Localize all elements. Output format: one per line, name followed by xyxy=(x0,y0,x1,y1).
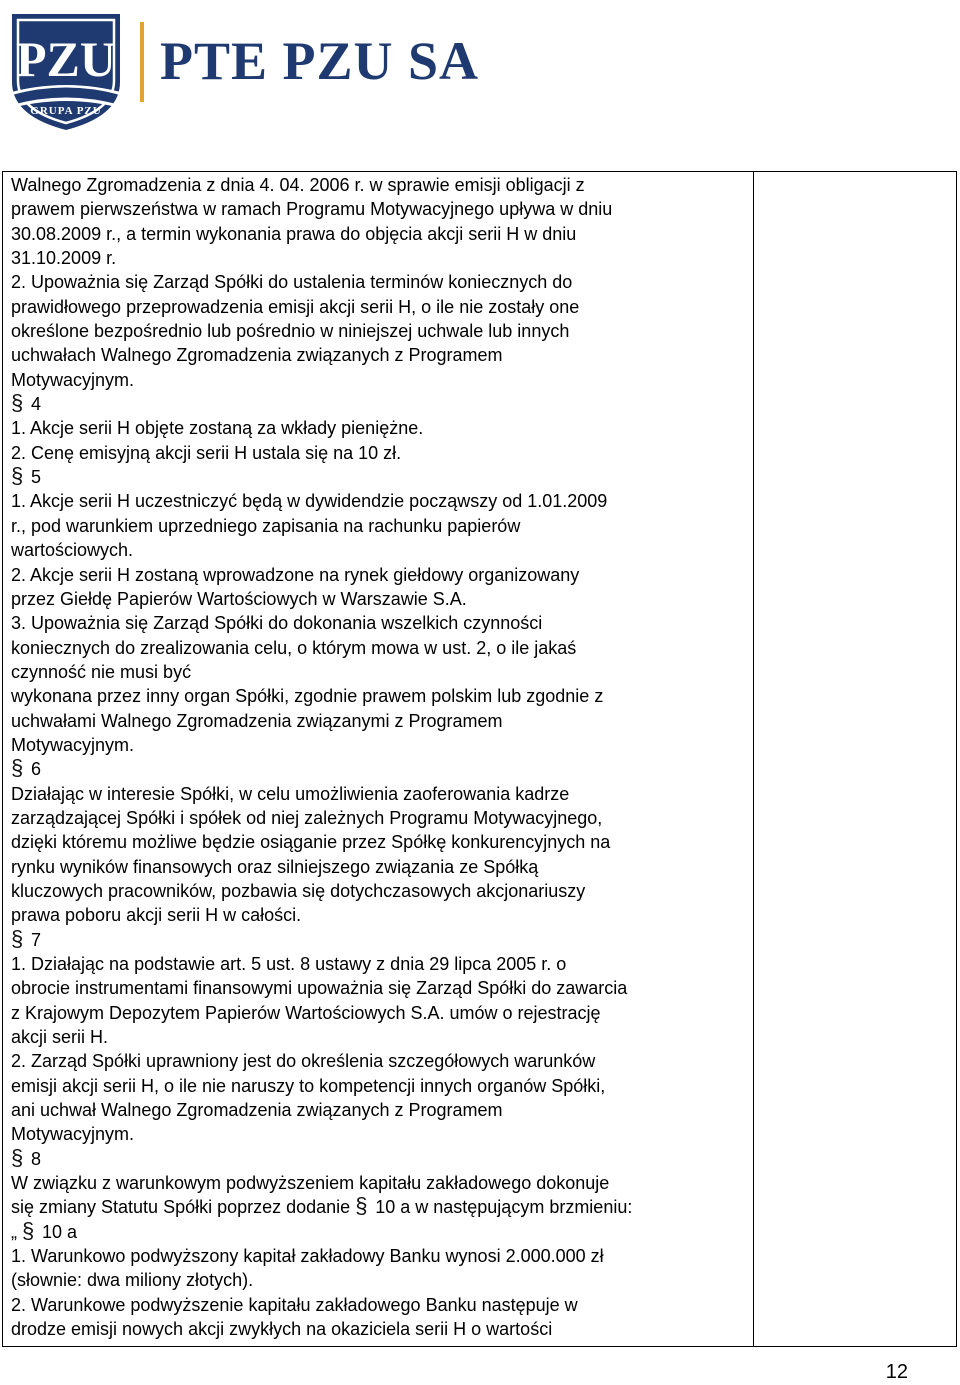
text-line: prawa poboru akcji serii H w całości. xyxy=(11,905,302,926)
content-table xyxy=(2,171,957,1347)
section-sign-icon xyxy=(11,394,27,412)
header-divider xyxy=(140,22,144,102)
table-column-divider xyxy=(753,172,754,1346)
text-line: wykonana przez inny organ Spółki, zgodnie prawem polskim lub zgodnie z xyxy=(11,686,604,707)
text-line: prawidłowego przeprowadzenia emisji akcji serii H, o ile nie zostały one xyxy=(11,296,580,317)
text-line: rynku wyników finansowych oraz silniejszego związania ze Spółką xyxy=(11,856,539,877)
svg-text:PZU: PZU xyxy=(16,31,116,87)
text-line: przez Giełdę Papierów Wartościowych w Warszawie S.A. xyxy=(11,588,467,609)
text-line: 1. Działając na podstawie art. 5 ust. 8 ustawy z dnia 29 lipca 2005 r. o xyxy=(11,954,567,974)
text-line xyxy=(11,1195,751,1219)
section-number: 5 xyxy=(31,467,42,488)
section-sign-icon xyxy=(355,1197,371,1215)
text-line: 1. Akcje serii H objęte zostaną za wkłady pieniężne. xyxy=(11,418,424,439)
text-line: czynność nie musi być xyxy=(11,661,192,682)
text-line: 30.08.2009 r., a termin wykonania prawa do objęcia akcji serii H w dniu xyxy=(11,223,577,244)
section-heading xyxy=(11,1220,751,1244)
text-line: akcji serii H. xyxy=(11,1027,109,1048)
svg-text:GRUPA PZU: GRUPA PZU xyxy=(30,105,102,117)
text-line: Motywacyjnym. xyxy=(11,369,135,390)
section-heading xyxy=(11,1147,751,1171)
section-sign-icon xyxy=(11,759,27,777)
text-line: 31.10.2009 r. xyxy=(11,248,117,269)
section-number: 8 xyxy=(31,1148,42,1169)
section-sign-icon xyxy=(11,467,27,485)
text-line: 1. Akcje serii H uczestniczyć będą w dywidendzie począwszy od 1.01.2009 xyxy=(11,491,608,512)
section-heading xyxy=(11,928,751,952)
text-line: uchwałami Walnego Zgromadzenia związanymi z Programem xyxy=(11,710,503,731)
text-line: 2. Zarząd Spółki uprawniony jest do określenia szczegółowych warunków xyxy=(11,1051,596,1072)
text-line: drodze emisji nowych akcji zwykłych na okaziciela serii H o wartości xyxy=(11,1319,553,1340)
text-line: W związku z warunkowym podwyższeniem kapitału zakładowego dokonuje xyxy=(11,1173,610,1194)
text-line: określone bezpośrednio lub pośrednio w niniejszej uchwale lub innych xyxy=(11,321,570,342)
opening-quote: „ xyxy=(11,1221,17,1242)
text-line: Działając w interesie Spółki, w celu umożliwienia zaoferowania kadrze xyxy=(11,783,570,804)
section-number: 7 xyxy=(31,929,42,950)
text-line: emisji akcji serii H, o ile nie naruszy to kompetencji innych organów Spółki, xyxy=(11,1075,606,1096)
text-line: 2. Warunkowe podwyższenie kapitału zakładowego Banku następuje w xyxy=(11,1294,578,1315)
section-sign-icon xyxy=(11,1149,27,1167)
text-line: kluczowych pracowników, pozbawia się dotychczasowych akcjonariuszy xyxy=(11,880,586,901)
section-heading xyxy=(11,465,751,489)
text-line: r., pod warunkiem uprzedniego zapisania na rachunku papierów xyxy=(11,515,521,536)
pzu-logo-icon xyxy=(4,4,128,132)
text-line: 3. Upoważnia się Zarząd Spółki do dokonania wszelkich czynności xyxy=(11,613,543,634)
section-heading xyxy=(11,757,751,781)
text-line: Motywacyjnym. xyxy=(11,734,135,755)
page-number: 12 xyxy=(885,1361,908,1383)
section-number: 4 xyxy=(31,394,42,415)
text-line: zarządzającej Spółki i spółek od niej zależnych Programu Motywacyjnego, xyxy=(11,807,603,828)
section-sign-icon xyxy=(22,1222,38,1240)
text-line: koniecznych do zrealizowania celu, o którym mowa w ust. 2, o ile jakaś xyxy=(11,637,577,658)
text-fragment: 10 a w następującym brzmieniu: xyxy=(375,1197,633,1218)
text-line: prawem pierwszeństwa w ramach Programu Motywacyjnego upływa w dniu xyxy=(11,199,613,220)
section-number: 6 xyxy=(31,759,42,780)
text-line: z Krajowym Depozytem Papierów Wartościowych S.A. umów o rejestrację xyxy=(11,1002,601,1023)
text-line: ani uchwał Walnego Zgromadzenia związanych z Programem xyxy=(11,1100,503,1121)
text-line: 1. Warunkowo podwyższony kapitał zakładowy Banku wynosi 2.000.000 zł xyxy=(11,1246,604,1267)
brand-name: PTE PZU SA xyxy=(160,31,480,91)
text-line: dzięki któremu możliwe będzie osiąganie przez Spółkę konkurencyjnych na xyxy=(11,832,611,853)
section-heading xyxy=(11,392,751,416)
text-line: wartościowych. xyxy=(11,540,134,561)
text-line: 2. Upoważnia się Zarząd Spółki do ustalenia terminów koniecznych do xyxy=(11,272,573,293)
section-sign-icon xyxy=(11,930,27,948)
text-line: Walnego Zgromadzenia z dnia 4. 04. 2006 r. w sprawie emisji obligacji z xyxy=(11,175,585,195)
text-line: 2. Cenę emisyjną akcji serii H ustala się na 10 zł. xyxy=(11,442,402,463)
page-header xyxy=(0,0,960,140)
text-line: 2. Akcje serii H zostaną wprowadzone na rynek giełdowy organizowany xyxy=(11,564,580,585)
text-line: Motywacyjnym. xyxy=(11,1124,135,1145)
section-number: 10 a xyxy=(42,1221,78,1242)
text-line: uchwałach Walnego Zgromadzenia związanych z Programem xyxy=(11,345,503,366)
document-text xyxy=(11,173,751,1342)
text-line: obrocie instrumentami finansowymi upoważnia się Zarząd Spółki do zawarcia xyxy=(11,978,628,999)
text-line: (słownie: dwa miliony złotych). xyxy=(11,1270,254,1291)
text-fragment: się zmiany Statutu Spółki poprzez dodanie xyxy=(11,1197,351,1218)
